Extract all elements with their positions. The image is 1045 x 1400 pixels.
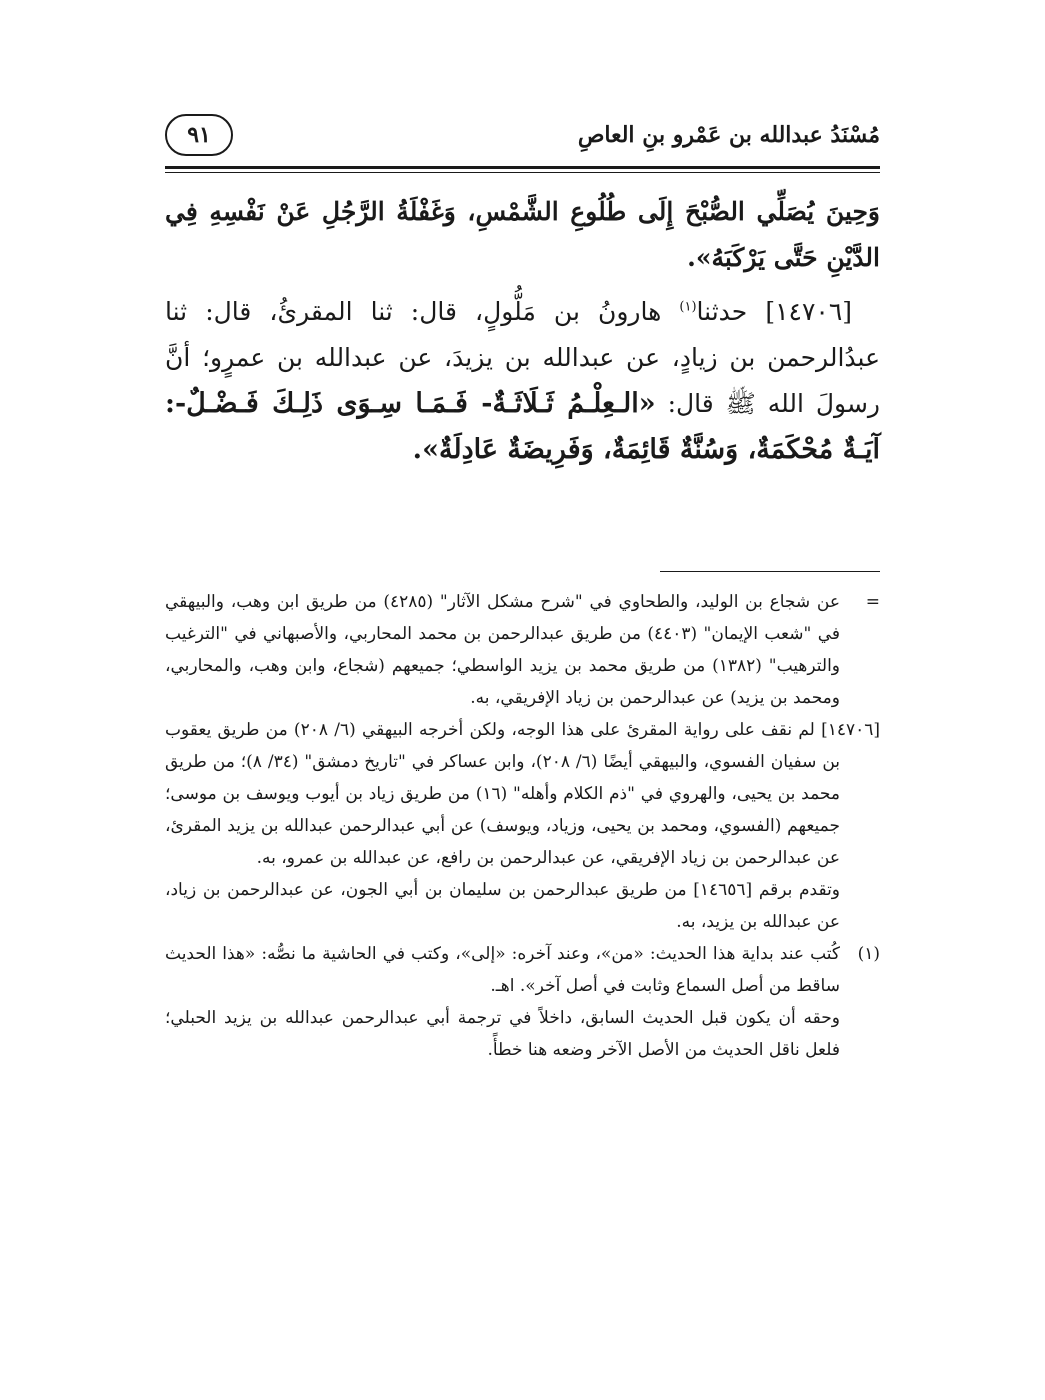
continuation-marker: = — [865, 592, 880, 612]
main-text — [165, 189, 880, 473]
footnote-separator — [660, 571, 880, 572]
header-rule-thin — [165, 172, 880, 173]
footnote-ref: (١) — [679, 299, 697, 315]
isnad-text: هارونُ بن مَلُّولٍ، قال: ثنا المقرئُ، قال: ثنا عبدُالرحمن بن زيادٍ، عن عبدالله بن يزيدَ، عن عبدالله بن عمرٍو؛ أنَّ رسولَ الله ﷺ قال: — [165, 297, 880, 418]
footnote-continuation-text: عن شجاع بن الوليد، والطحاوي في "شرح مشكل الآثار" (٤٢٨٥) من طريق ابن وهب، والبيهقي في "شعب الإيمان" (٤٤٠٣) من طريق عبدالرحمن بن محمد المحاربي، والأصبهاني في "الترغيب والترهيب" (١٣٨٢) من طريق محمد بن يزيد الواسطي؛ جميعهم (شجاع، وابن وهب، والمحاربي، ومحمد بن يزيد) عن عبدالرحمن بن زياد الإفريقي، به. — [165, 592, 841, 708]
hadith-paragraph — [165, 289, 880, 473]
page-header — [165, 110, 880, 162]
footnote-hadith-14706-cont: وتقدم برقم [١٤٦٥٦] من طريق عبدالرحمن بن سليمان بن أبي الجون، عن عبدالرحمن بن زياد، عن عبدالله بن يزيد، به. — [165, 880, 841, 932]
page — [165, 110, 880, 1066]
footnote-1-marker: (١) — [857, 944, 880, 964]
hadith-number: [١٤٧٠٦] — [765, 297, 853, 326]
footnote-1 — [165, 938, 880, 1002]
matn-text: «الـعِلْـمُ ثَـلَاثَـةٌ- فَـمَـا سِـوَى ذَلِـكَ فَـضْـلٌ-: آيَـةٌ مُحْكَمَةٌ، وَسُنَّةٌ قَائِمَةٌ، وَفَرِيضَةٌ عَادِلَةٌ». — [165, 388, 880, 465]
footnote-1-text: كُتب عند بداية هذا الحديث: «من»، وعند آخره: «إلى»، وكتب في الحاشية ما نصُّه: «هذا الحديث ساقط من أصل السماع وثابت في أصل آخر». اهـ. — [165, 944, 840, 996]
haddathana: حدثنا — [696, 297, 748, 326]
previous-hadith-continuation: وَحِينَ يُصَلِّي الصُّبْحَ إِلَى طُلُوعِ الشَّمْسِ، وَغَفْلَةُ الرَّجُلِ عَنْ نَفْسِهِ فِي الدَّيْنِ حَتَّى يَرْكَبَهُ». — [165, 197, 880, 272]
footnotes — [165, 586, 880, 1066]
footnote-continuation — [165, 586, 880, 714]
footnote-1-cont: وحقه أن يكون قبل الحديث السابق، داخلاً في ترجمة أبي عبدالرحمن عبدالله بن يزيد الحبلي؛ فلعل ناقل الحديث من الأصل الآخر وضعه هنا خطأً. — [165, 1008, 840, 1060]
page-number: ٩١ — [165, 114, 233, 156]
running-title: مُسْنَدُ عبدالله بن عَمْرو بنِ العاصِ — [577, 122, 880, 148]
header-rule-thick — [165, 166, 880, 169]
footnote-hadith-14706: [١٤٧٠٦] لم نقف على رواية المقرئ على هذا الوجه، ولكن أخرجه البيهقي (٦/ ٢٠٨) من طريق يعقوب بن سفيان الفسوي، والبيهقي أيضًا (٦/ ٢٠٨)، وابن عساكر في "تاريخ دمشق" (٣٤/ ٨)؛ من طريق محمد بن يحيى، والهروي في "ذم الكلام وأهله" (١٦) من طريق زياد بن أيوب ويوسف بن موسى؛ جميعهم (الفسوي، ومحمد بن يحيى، وزياد، ويوسف) عن أبي عبدالرحمن عبدالله بن يزيد المقرئ، عن عبدالرحمن بن زياد الإفريقي، عن عبدالرحمن بن رافع، عن عبدالله بن عمرو، به. — [165, 720, 881, 868]
